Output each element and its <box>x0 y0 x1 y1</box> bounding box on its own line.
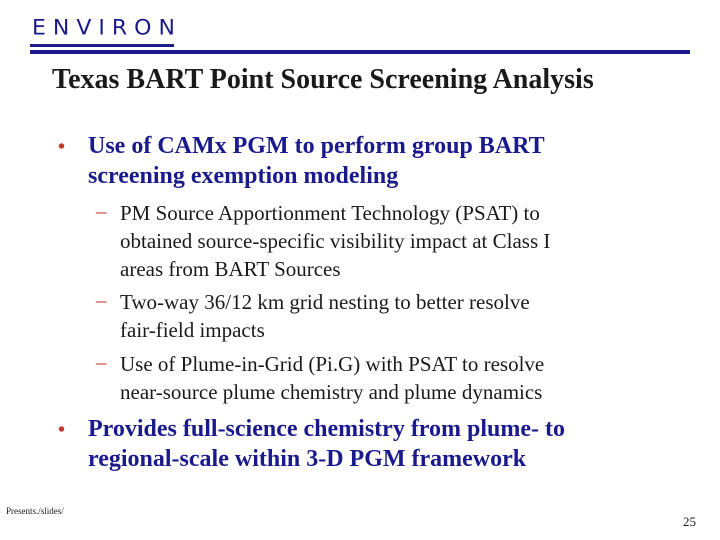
sub-3-line-1: Use of Plume-in-Grid (Pi.G) with PSAT to resolve <box>120 352 545 376</box>
bullet-marker: • <box>58 136 66 158</box>
sub-1-line-1: PM Source Apportionment Technology (PSAT) to <box>120 201 540 225</box>
sub-2-line-1: Two-way 36/12 km grid nesting to better resolve <box>120 290 530 314</box>
sub-3-line-2: near-source plume chemistry and plume dynamics <box>120 380 543 404</box>
page-number: 25 <box>683 514 696 529</box>
footer-path: Presents./slides/ <box>6 506 64 516</box>
bullet-2-line-2: regional-scale within 3-D PGM framework <box>88 446 527 472</box>
bullet-2-line-1: Provides full-science chemistry from plume- to <box>88 416 566 442</box>
logo-text: ENVIRON <box>32 16 182 41</box>
header-rule <box>30 50 690 54</box>
environ-logo <box>30 16 182 47</box>
slide-title: Texas BART Point Source Screening Analysis <box>52 64 594 95</box>
bullet-1-line-1: Use of CAMx PGM to perform group BART <box>88 133 545 159</box>
dash-marker: – <box>96 350 107 374</box>
sub-2-line-2: fair-field impacts <box>120 318 265 342</box>
dash-marker: – <box>96 199 107 223</box>
dash-marker: – <box>96 288 107 312</box>
bullet-marker: • <box>58 419 66 441</box>
bullet-1-line-2: screening exemption modeling <box>88 163 399 189</box>
sub-1-line-2: obtained source-specific visibility impact at Class I <box>120 229 551 253</box>
sub-1-line-3: areas from BART Sources <box>120 257 341 281</box>
